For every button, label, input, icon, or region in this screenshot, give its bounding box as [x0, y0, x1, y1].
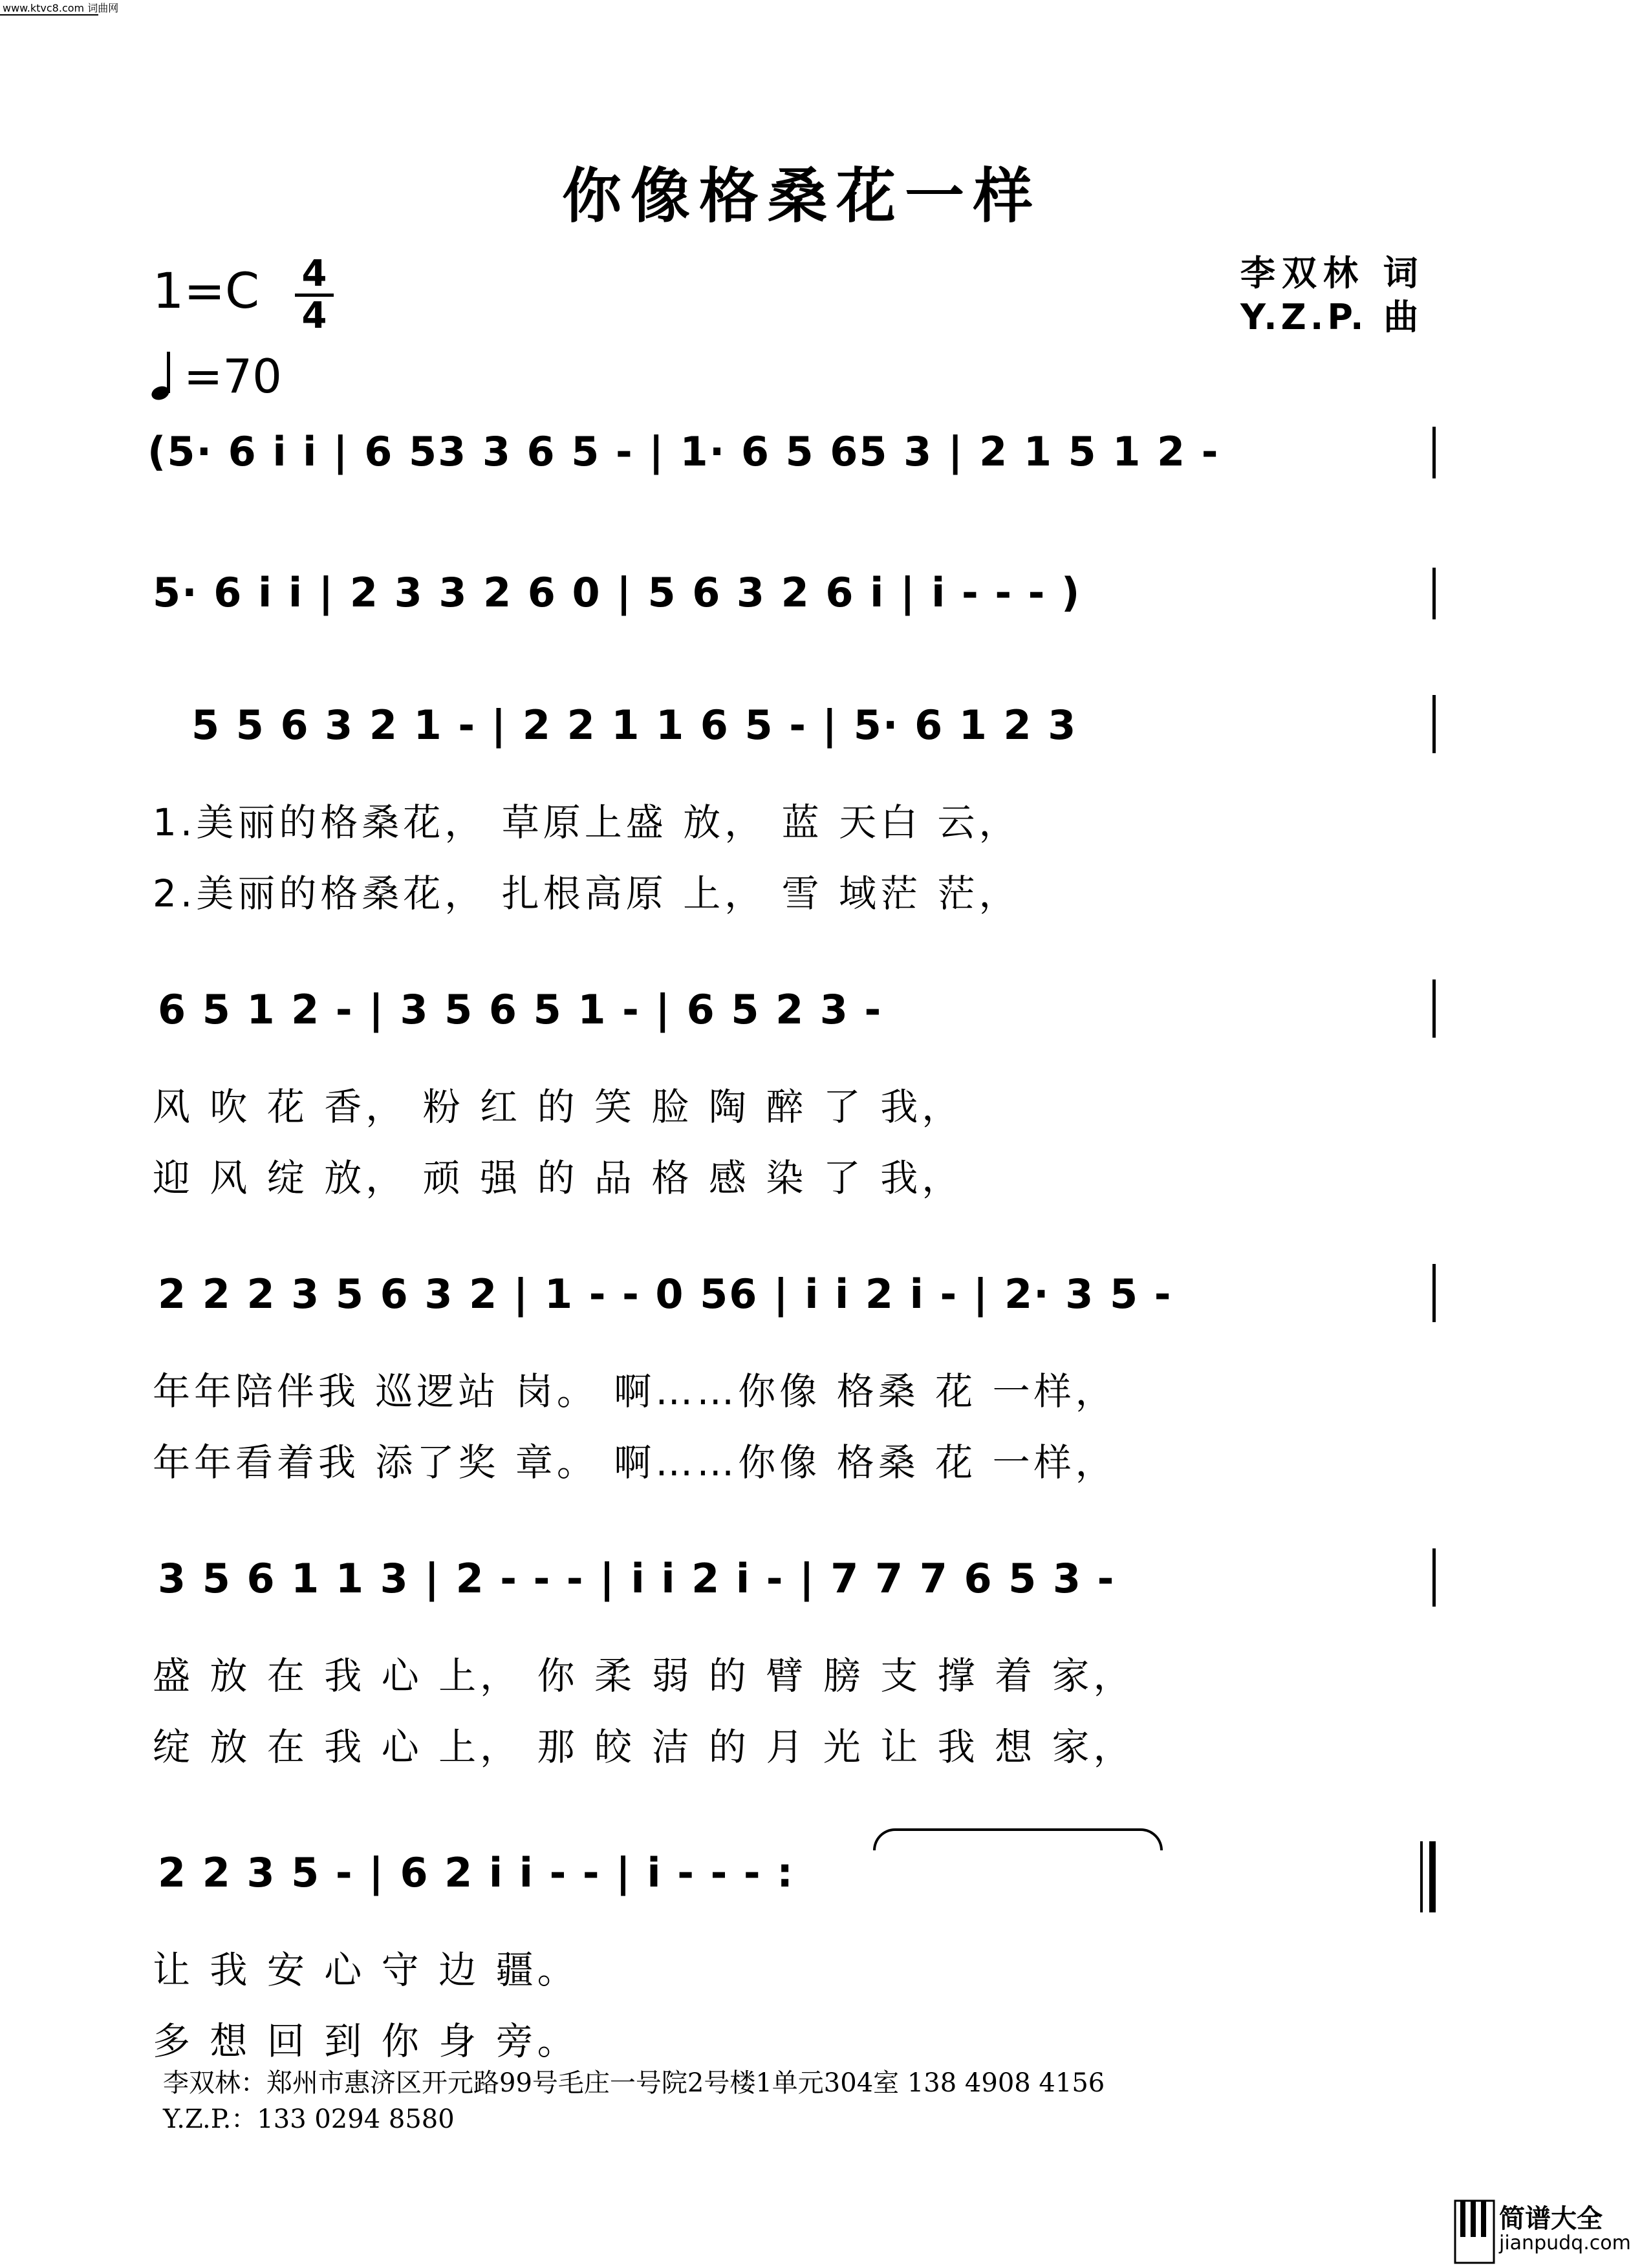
- source-watermark: www.ktvc8.com 词曲网: [3, 2, 119, 14]
- barline: [1420, 1841, 1423, 1912]
- contact-line-2: Y.Z.P.：133 0294 8580: [163, 2104, 455, 2134]
- lyricist-credit: 李双林 词: [1240, 253, 1425, 294]
- lyric-verse-2-line-5: 多 想 回 到 你 身 旁。: [153, 2019, 579, 2063]
- barline: [1432, 568, 1436, 619]
- page-title: 你像格桑花一样: [561, 161, 1042, 231]
- repeat-end-barline: [1429, 1841, 1436, 1912]
- melody-line-4: 3 5 6 1 1 3 | 2 - - - | i i 2 i - | 7 7 7 6 5 3 -: [158, 1555, 1116, 1602]
- lyric-verse-1-line-2: 风 吹 花 香， 粉 红 的 笑 脸 陶 醉 了 我，: [153, 1085, 964, 1129]
- lyric-verse-2-line-4: 绽 放 在 我 心 上， 那 皎 洁 的 月 光 让 我 想 家，: [153, 1725, 1135, 1769]
- lyric-verse-1-line-5: 让 我 安 心 守 边 疆。: [153, 1948, 579, 1992]
- intro-line-2: 5· 6 i i | 2 3 3 2 6 0 | 5 6 3 2 6 i | i - - - ): [153, 569, 1081, 616]
- composer-credit: Y.Z.P. 曲: [1240, 297, 1423, 337]
- lyric-verse-1-line-1: 1.美丽的格桑花， 草原上盛 放， 蓝 天白 云，: [153, 800, 1021, 844]
- time-signature-denominator: 4: [301, 295, 327, 337]
- top-divider: [0, 14, 98, 16]
- key-signature: 1=C: [153, 262, 260, 319]
- lyric-verse-1-line-4: 盛 放 在 我 心 上， 你 柔 弱 的 臂 膀 支 撑 着 家，: [153, 1654, 1135, 1698]
- barline: [1432, 695, 1436, 753]
- contact-line-1: 李双林：郑州市惠济区开元路99号毛庄一号院2号楼1单元304室 138 4908 4156: [163, 2068, 1105, 2098]
- melody-line-2: 6 5 1 2 - | 3 5 6 5 1 - | 6 5 2 3 -: [158, 986, 883, 1033]
- lyric-verse-2-line-3: 年年看着我 添了奖 章。 啊……你像 格桑 花 一样，: [153, 1440, 1117, 1484]
- quarter-note-icon: [150, 349, 178, 402]
- barline: [1432, 427, 1436, 478]
- tempo-marking: =70: [184, 349, 282, 403]
- barline: [1432, 1548, 1436, 1607]
- lyric-verse-1-line-3: 年年陪伴我 巡逻站 岗。 啊……你像 格桑 花 一样，: [153, 1369, 1117, 1413]
- lyric-verse-2-line-2: 迎 风 绽 放， 顽 强 的 品 格 感 染 了 我，: [153, 1156, 964, 1200]
- melody-line-1: 5 5 6 3 2 1 - | 2 2 1 1 6 5 - | 5· 6 1 2 3: [191, 701, 1077, 749]
- logo-text: 简谱大全: [1499, 2204, 1603, 2234]
- time-signature-numerator: 4: [295, 256, 334, 297]
- tie-arc: [873, 1828, 1163, 1850]
- logo-url: jianpudq.com: [1499, 2232, 1631, 2254]
- intro-line-1: (5· 6 i i | 6 53 3 6 5 - | 1· 6 5 65 3 | 2 1 5 1 2 -: [147, 428, 1220, 475]
- barline: [1432, 1264, 1436, 1322]
- melody-line-5: 2 2 3 5 - | 6 2 i i - - | i - - - :: [158, 1849, 795, 1896]
- barline: [1432, 979, 1436, 1038]
- lyric-verse-2-line-1: 2.美丽的格桑花， 扎根高原 上， 雪 域茫 茫，: [153, 872, 1021, 915]
- melody-line-3: 2 2 2 3 5 6 3 2 | 1 - - 0 56 | i i 2 i - | 2· 3 5 -: [158, 1270, 1172, 1318]
- time-signature: [295, 253, 334, 337]
